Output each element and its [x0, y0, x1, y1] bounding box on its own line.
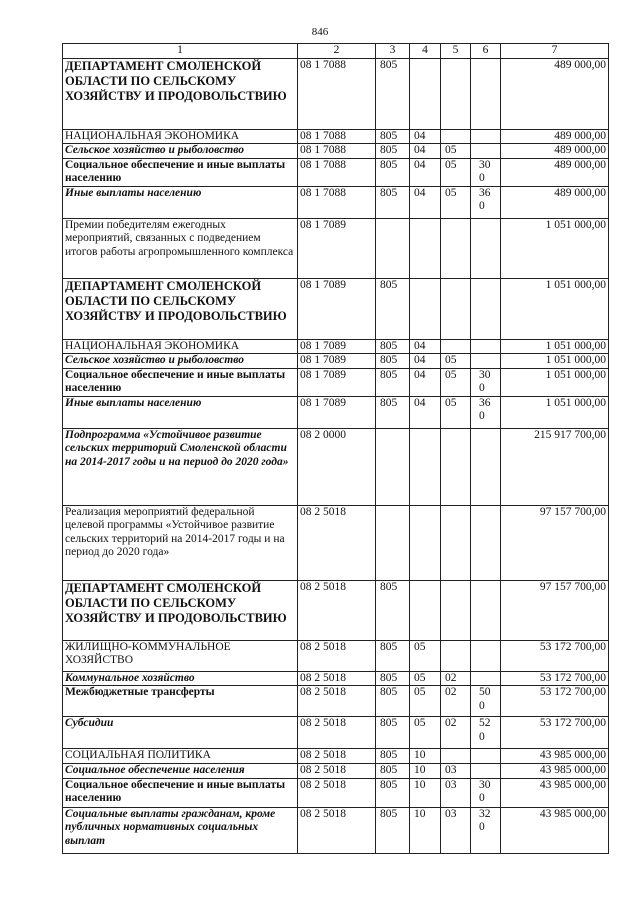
amount-cell: 489 000,00: [501, 144, 609, 159]
subsection-cell: 02: [441, 717, 471, 749]
section-cell: 04: [410, 339, 441, 354]
vr-cell: 36 0: [471, 186, 501, 218]
table-row: [63, 807, 609, 853]
table-row: [63, 339, 609, 354]
table-row: [63, 354, 609, 369]
ved-cell: 805: [376, 354, 410, 369]
vr-cell: [471, 58, 501, 129]
amount-cell: 1 051 000,00: [501, 354, 609, 369]
table-row: [63, 186, 609, 218]
section-cell: 05: [410, 686, 441, 717]
amount-cell: 97 157 700,00: [501, 580, 609, 640]
amount-cell: 53 172 700,00: [501, 671, 609, 686]
amount-cell: 489 000,00: [501, 58, 609, 129]
subsection-cell: [441, 218, 471, 278]
name-cell: Социальное обеспечение и иные выплаты населению: [63, 368, 298, 396]
col-header-3: 3: [376, 44, 410, 59]
section-cell: 04: [410, 396, 441, 428]
csr-cell: 08 2 5018: [298, 749, 376, 764]
col-header-7: 7: [501, 44, 609, 59]
ved-cell: [376, 505, 410, 580]
vr-cell: [471, 218, 501, 278]
ved-cell: 805: [376, 396, 410, 428]
amount-cell: 53 172 700,00: [501, 717, 609, 749]
table-row: [63, 58, 609, 129]
table-row: [63, 640, 609, 671]
col-header-6: 6: [471, 44, 501, 59]
table-row: [63, 218, 609, 278]
name-cell: Социальное обеспечение и иные выплаты населению: [63, 158, 298, 186]
name-cell: Премии победителям ежегодных мероприятий, связанных с подведением итогов работы агропромышленного комплекса: [63, 218, 298, 278]
section-cell: 10: [410, 778, 441, 807]
amount-cell: 1 051 000,00: [501, 218, 609, 278]
table-row: [63, 580, 609, 640]
csr-cell: 08 2 5018: [298, 580, 376, 640]
name-cell: Сельское хозяйство и рыболовство: [63, 144, 298, 159]
name-cell: Иные выплаты населению: [63, 186, 298, 218]
csr-cell: 08 2 5018: [298, 640, 376, 671]
ved-cell: 805: [376, 58, 410, 129]
ved-cell: 805: [376, 749, 410, 764]
amount-cell: 43 985 000,00: [501, 764, 609, 779]
section-cell: 04: [410, 186, 441, 218]
subsection-cell: 03: [441, 778, 471, 807]
subsection-cell: 05: [441, 186, 471, 218]
table-row: [63, 749, 609, 764]
section-cell: 10: [410, 749, 441, 764]
name-cell: ДЕПАРТАМЕНТ СМОЛЕНСКОЙ ОБЛАСТИ ПО СЕЛЬСКОМУ ХОЗЯЙСТВУ И ПРОДОВОЛЬСТВИЮ: [63, 278, 298, 339]
vr-cell: [471, 640, 501, 671]
name-cell: ДЕПАРТАМЕНТ СМОЛЕНСКОЙ ОБЛАСТИ ПО СЕЛЬСКОМУ ХОЗЯЙСТВУ И ПРОДОВОЛЬСТВИЮ: [63, 58, 298, 129]
table-row: [63, 144, 609, 159]
subsection-cell: [441, 58, 471, 129]
subsection-cell: 03: [441, 764, 471, 779]
col-header-1: 1: [63, 44, 298, 59]
csr-cell: 08 2 5018: [298, 717, 376, 749]
csr-cell: 08 2 0000: [298, 428, 376, 505]
table-row: [63, 428, 609, 505]
csr-cell: 08 1 7089: [298, 396, 376, 428]
table-row: [63, 158, 609, 186]
vr-cell: [471, 764, 501, 779]
csr-cell: 08 2 5018: [298, 778, 376, 807]
amount-cell: 53 172 700,00: [501, 640, 609, 671]
csr-cell: 08 1 7089: [298, 278, 376, 339]
name-cell: Социальное обеспечение и иные выплаты населению: [63, 778, 298, 807]
section-cell: 05: [410, 717, 441, 749]
section-cell: [410, 278, 441, 339]
vr-cell: [471, 354, 501, 369]
subsection-cell: 02: [441, 686, 471, 717]
amount-cell: 53 172 700,00: [501, 686, 609, 717]
section-cell: 04: [410, 144, 441, 159]
csr-cell: 08 1 7088: [298, 158, 376, 186]
subsection-cell: 05: [441, 396, 471, 428]
section-cell: 04: [410, 354, 441, 369]
amount-cell: 43 985 000,00: [501, 807, 609, 853]
ved-cell: [376, 218, 410, 278]
section-cell: 04: [410, 158, 441, 186]
vr-cell: 30 0: [471, 778, 501, 807]
name-cell: СОЦИАЛЬНАЯ ПОЛИТИКА: [63, 749, 298, 764]
subsection-cell: 05: [441, 354, 471, 369]
section-cell: [410, 505, 441, 580]
name-cell: Субсидии: [63, 717, 298, 749]
name-cell: Межбюджетные трансферты: [63, 686, 298, 717]
ved-cell: 805: [376, 580, 410, 640]
ved-cell: 805: [376, 671, 410, 686]
name-cell: НАЦИОНАЛЬНАЯ ЭКОНОМИКА: [63, 129, 298, 144]
section-cell: 10: [410, 764, 441, 779]
table-row: [63, 717, 609, 749]
ved-cell: 805: [376, 717, 410, 749]
table-row: [63, 505, 609, 580]
subsection-cell: 05: [441, 158, 471, 186]
ved-cell: 805: [376, 158, 410, 186]
name-cell: ЖИЛИЩНО-КОММУНАЛЬНОЕ ХОЗЯЙСТВО: [63, 640, 298, 671]
name-cell: Подпрограмма «Устойчивое развитие сельских территорий Смоленской области на 2014-2017 годы и на период до 2020 года»: [63, 428, 298, 505]
amount-cell: 1 051 000,00: [501, 396, 609, 428]
name-cell: НАЦИОНАЛЬНАЯ ЭКОНОМИКА: [63, 339, 298, 354]
table-row: [63, 764, 609, 779]
subsection-cell: [441, 428, 471, 505]
table-row: [63, 671, 609, 686]
ved-cell: 805: [376, 339, 410, 354]
vr-cell: [471, 428, 501, 505]
amount-cell: 1 051 000,00: [501, 278, 609, 339]
table-row: [63, 368, 609, 396]
table-row: [63, 278, 609, 339]
csr-cell: 08 2 5018: [298, 764, 376, 779]
csr-cell: 08 2 5018: [298, 505, 376, 580]
subsection-cell: [441, 129, 471, 144]
vr-cell: [471, 749, 501, 764]
vr-cell: 36 0: [471, 396, 501, 428]
name-cell: Коммунальное хозяйство: [63, 671, 298, 686]
vr-cell: 30 0: [471, 368, 501, 396]
subsection-cell: [441, 278, 471, 339]
ved-cell: [376, 428, 410, 505]
section-cell: [410, 580, 441, 640]
subsection-cell: [441, 749, 471, 764]
vr-cell: [471, 129, 501, 144]
amount-cell: 97 157 700,00: [501, 505, 609, 580]
csr-cell: 08 2 5018: [298, 807, 376, 853]
ved-cell: 805: [376, 278, 410, 339]
csr-cell: 08 1 7089: [298, 354, 376, 369]
name-cell: Иные выплаты населению: [63, 396, 298, 428]
ved-cell: 805: [376, 186, 410, 218]
name-cell: Социальные выплаты гражданам, кроме публичных нормативных социальных выплат: [63, 807, 298, 853]
name-cell: Социальное обеспечение населения: [63, 764, 298, 779]
name-cell: ДЕПАРТАМЕНТ СМОЛЕНСКОЙ ОБЛАСТИ ПО СЕЛЬСКОМУ ХОЗЯЙСТВУ И ПРОДОВОЛЬСТВИЮ: [63, 580, 298, 640]
section-cell: 04: [410, 368, 441, 396]
subsection-cell: 05: [441, 144, 471, 159]
section-cell: 05: [410, 671, 441, 686]
ved-cell: 805: [376, 368, 410, 396]
ved-cell: 805: [376, 686, 410, 717]
section-cell: 05: [410, 640, 441, 671]
ved-cell: 805: [376, 778, 410, 807]
amount-cell: 489 000,00: [501, 158, 609, 186]
amount-cell: 43 985 000,00: [501, 749, 609, 764]
ved-cell: 805: [376, 129, 410, 144]
amount-cell: 43 985 000,00: [501, 778, 609, 807]
ved-cell: 805: [376, 764, 410, 779]
table-row: [63, 778, 609, 807]
csr-cell: 08 1 7089: [298, 339, 376, 354]
col-header-5: 5: [441, 44, 471, 59]
vr-cell: 30 0: [471, 158, 501, 186]
name-cell: Сельское хозяйство и рыболовство: [63, 354, 298, 369]
col-header-4: 4: [410, 44, 441, 59]
subsection-cell: [441, 339, 471, 354]
vr-cell: 32 0: [471, 807, 501, 853]
section-cell: [410, 58, 441, 129]
table-row: [63, 129, 609, 144]
vr-cell: [471, 278, 501, 339]
vr-cell: [471, 671, 501, 686]
csr-cell: 08 1 7089: [298, 218, 376, 278]
csr-cell: 08 2 5018: [298, 686, 376, 717]
section-cell: 04: [410, 129, 441, 144]
vr-cell: [471, 144, 501, 159]
amount-cell: 1 051 000,00: [501, 368, 609, 396]
subsection-cell: 03: [441, 807, 471, 853]
amount-cell: 1 051 000,00: [501, 339, 609, 354]
section-cell: 10: [410, 807, 441, 853]
amount-cell: 489 000,00: [501, 186, 609, 218]
subsection-cell: [441, 580, 471, 640]
vr-cell: [471, 339, 501, 354]
csr-cell: 08 1 7088: [298, 144, 376, 159]
table-row: [63, 396, 609, 428]
page-number: 846: [311, 26, 329, 38]
vr-cell: [471, 505, 501, 580]
ved-cell: 805: [376, 144, 410, 159]
col-header-2: 2: [298, 44, 376, 59]
csr-cell: 08 1 7089: [298, 368, 376, 396]
csr-cell: 08 1 7088: [298, 58, 376, 129]
header-row: [63, 44, 609, 59]
vr-cell: 50 0: [471, 686, 501, 717]
amount-cell: 489 000,00: [501, 129, 609, 144]
subsection-cell: [441, 640, 471, 671]
subsection-cell: [441, 505, 471, 580]
ved-cell: 805: [376, 807, 410, 853]
subsection-cell: 02: [441, 671, 471, 686]
csr-cell: 08 1 7088: [298, 186, 376, 218]
csr-cell: 08 1 7088: [298, 129, 376, 144]
name-cell: Реализация мероприятий федеральной целевой программы «Устойчивое развитие сельских территорий на 2014-2017 годы и на период до 2020 года»: [63, 505, 298, 580]
table-row: [63, 686, 609, 717]
subsection-cell: 05: [441, 368, 471, 396]
vr-cell: [471, 580, 501, 640]
budget-table: [62, 43, 609, 854]
section-cell: [410, 218, 441, 278]
ved-cell: 805: [376, 640, 410, 671]
section-cell: [410, 428, 441, 505]
amount-cell: 215 917 700,00: [501, 428, 609, 505]
csr-cell: 08 2 5018: [298, 671, 376, 686]
vr-cell: 52 0: [471, 717, 501, 749]
